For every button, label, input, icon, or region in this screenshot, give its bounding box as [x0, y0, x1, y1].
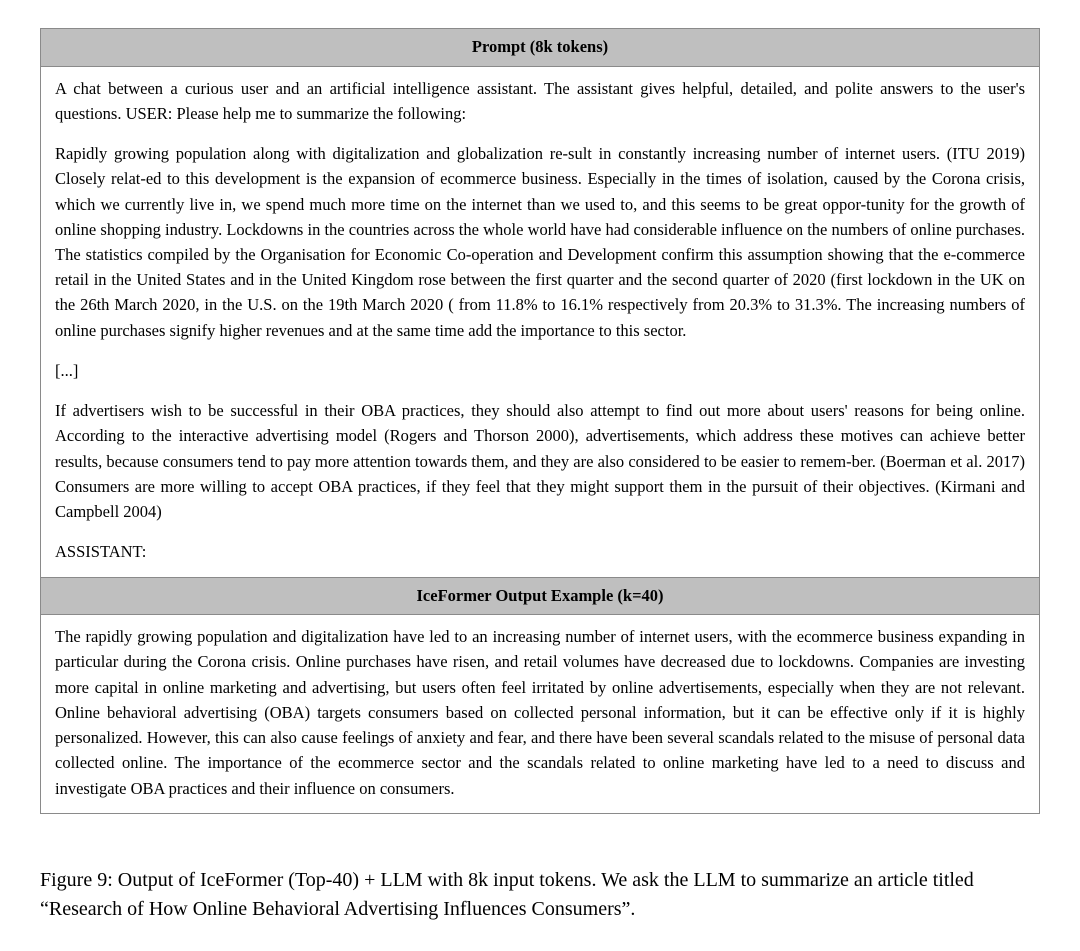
output-header: IceFormer Output Example (k=40) [41, 577, 1039, 616]
output-paragraph: The rapidly growing population and digitalization have led to an increasing number of internet users, with the ecommerce business expanding in particular during the Corona crisis. Online purchases have risen, and retail volumes have decreased due to lockdowns. Companies are investing more capital in online marketing and advertising, but users often feel irritated by online advertisements, especially when they are not relevant. Online behavioral advertising (OBA) targets consumers based on collected personal information, but it can be effective only if it is highly personalized. However, this can also cause feelings of anxiety and fear, and there have been several scandals related to the misuse of personal data collected online. The importance of the ecommerce sector and the scandals related to online marketing have led to a need to discuss and investigate OBA practices and their influence on consumers. [55, 627, 1025, 798]
prompt-body [41, 67, 1039, 577]
output-body [41, 615, 1039, 813]
prompt-paragraph-article-1: Rapidly growing population along with digitalization and globalization re-sult in constantly increasing number of internet users. (ITU 2019) Closely relat-ed to this development is the expansion of ecommerce business. Especially in the times of isolation, caused by the Corona crisis, which we currently live in, we spend much more time on the internet than we used to, and this seems to be great oppor-tunity for the growth of online shopping industry. Lockdowns in the countries across the whole world have had considerable influence on the numbers of online purchases. The statistics compiled by the Organisation for Economic Co-operation and Development confirm this assumption showing that the e-commerce retail in the United States and in the United Kingdom rose between the first quarter and the second quarter of 2020 (first lockdown in the UK on the 26th March 2020, in the U.S. on the 19th March 2020 ( from 11.8% to 16.1% respectively from 20.3% to 31.3%. The increasing numbers of online purchases signify higher revenues and at the same time add the importance to this sector. [55, 144, 1025, 340]
figure-container [40, 28, 1040, 814]
prompt-paragraph-system: A chat between a curious user and an artificial intelligence assistant. The assistant gives helpful, detailed, and polite answers to the user's questions. USER: Please help me to summarize the following: [55, 78, 1025, 123]
prompt-header: Prompt (8k tokens) [41, 29, 1039, 67]
prompt-paragraph-article-2: If advertisers wish to be successful in their OBA practices, they should also attempt to find out more about users' reasons for being online. According to the interactive advertising model (Rogers and Thorson 2000), advertisements, which address these motives can achieve better results, because consumers tend to pay more attention towards them, and they are also considered to be easier to remem-ber. (Boerman et al. 2017) Consumers are more willing to accept OBA practices, if they feel that they might support them in the pursuit of their objectives. (Kirmani and Campbell 2004) [55, 401, 1025, 522]
prompt-paragraph-ellipsis: [...] [55, 360, 79, 380]
prompt-assistant-marker: ASSISTANT: [55, 542, 147, 562]
figure-caption: Figure 9: Output of IceFormer (Top-40) + LLM with 8k input tokens. We ask the LLM to summarize an article titled “Research of How Online Behavioral Advertising Influences Consumers”. [40, 869, 974, 920]
